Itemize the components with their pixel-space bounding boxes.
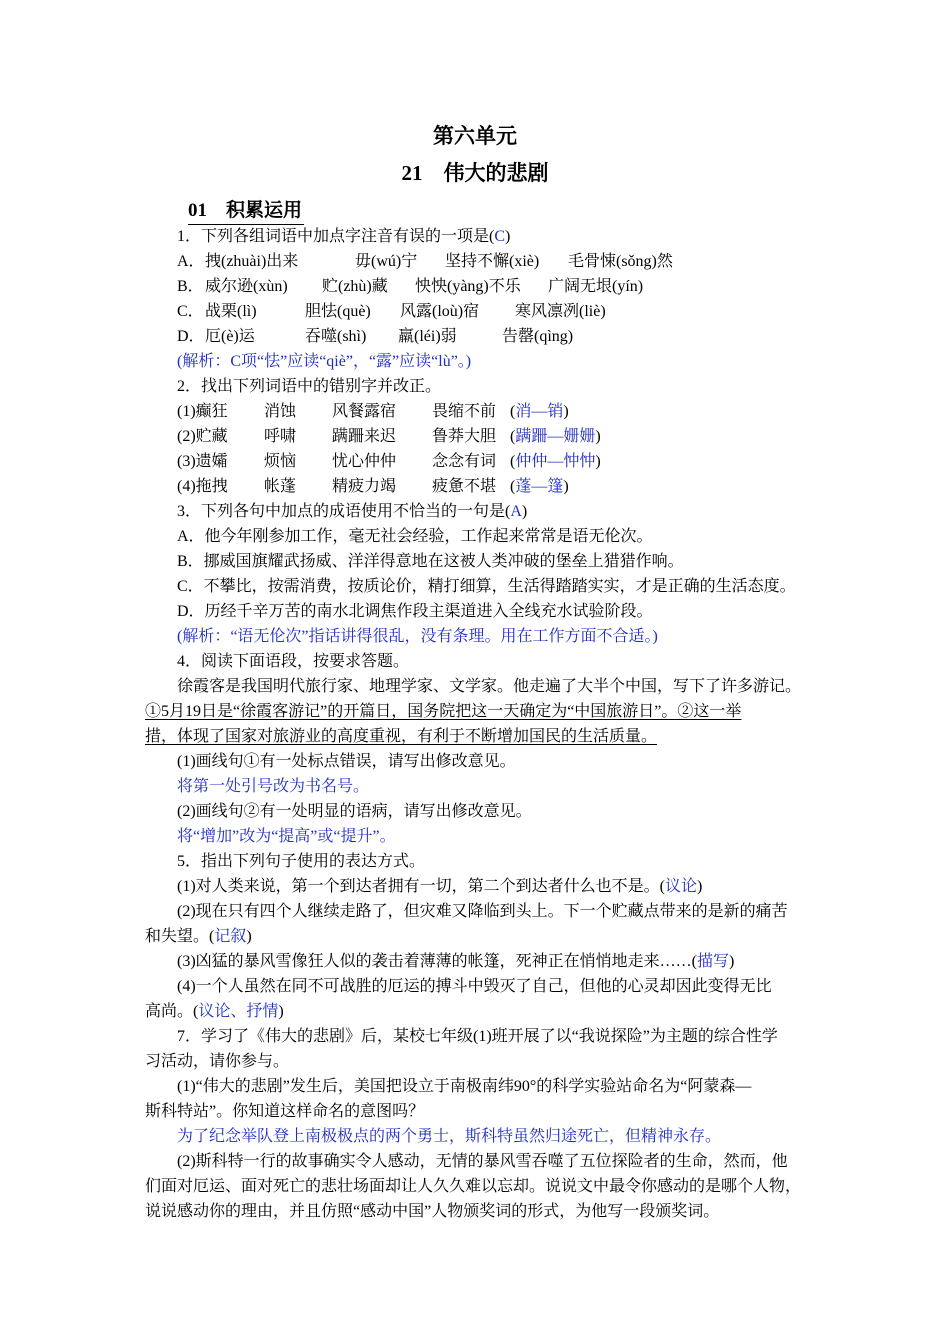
document-page: 第六单元 21 伟大的悲剧 01 积累运用 1．下列各组词语中加点字注音有误的一项是(C) A． 拽(zhuài)出来 毋(wú)宁 坚持不懈(xiè) 毛骨悚(sǒng)然 B． 威尔逊(xùn) 贮(zhù)藏 怏怏(yàng)不乐 广阔无垠(yín) C． 战栗(lì) 胆怯(què) 风露(loù)宿 寒风凛冽(liè) D． 厄(è)运 吞噬(shì) 羸(léi)弱 告罄(qìng) (解析：C项“怯”应读“qiè”，“露”应读“lù”。) 2．找出下列词语中的错别字并改正。 (1)癫狂 消蚀 风餐露宿 畏缩不前 (消—销) (2)贮藏 呼啸 蹒跚来迟 鲁莽大胆 (蹒跚—姗姗) (3)遗孀 烦恼 忧心仲仲 念念有词 (仲仲—忡忡) (4)拖拽 帐蓬 精疲力竭 疲惫不堪 (蓬—篷) 3．下列各句中加点的成语使用不恰当的一句是(A) A．他今年刚参加工作，毫无社会经验，工作起来常常是语无伦次。 B．挪威国旗耀武扬威、洋洋得意地在这被人类冲破的堡垒上猎猎作响。 C．不攀比，按需消费，按质论价，精打细算，生活得踏踏实实，才是正确的生活态度。 D．历经千辛万苦的南水北调焦作段主渠道进入全线充水试验阶段。 (解析：“语无伦次”指话讲得很乱，没有条理。用在工作方面不合适。) 4．阅读下面语段，按要求答题。 徐霞客是我国明代旅行家、地理学家、文学家。他走遍了大半个中国，写下了许多游记。 ①5月19日是“徐霞客游记”的开篇日，国务院把这一天确定为“中国旅游日”。②这一举 措，体现了国家对旅游业的高度重视，有利于不断增加国民的生活质量。 (1)画线句①有一处标点错误，请写出修改意见。 将第一处引号改为书名号。 (2)画线句②有一处明显的语病，请写出修改意见。 将“增加”改为“提高”或“提升”。 5．指出下列句子使用的表达方式。 (1)对人类来说，第一个到达者拥有一切，第二个到达者什么也不是。(议论) (2)现在只有四个人继续走路了，但灾难又降临到头上。下一个贮藏点带来的是新的痛苦 和失望。(记叙) (3)凶猛的暴风雪像狂人似的袭击着薄薄的帐篷，死神正在悄悄地走来……(描写) (4)一个人虽然在同不可战胜的厄运的搏斗中毁灭了自己，但他的心灵却因此变得无比 高尚。(议论、抒情) 7．学习了《伟大的悲剧》后，某校七年级(1)班开展了以“我说探险”为主题的综合性学 习活动，请你参与。 (1)“伟大的悲剧”发生后，美国把设立于南极南纬90°的科学实验站命名为“阿蒙森— 斯科特站”。你知道这样命名的意图吗？ 为了纪念举队登上南极极点的两个勇士，斯科特虽然归途死亡，但精神永存。 (2)斯科特一行的故事确实令人感动，无情的暴风雪吞噬了五位探险者的生命，然而，他 们面对厄运、面对死亡的悲壮场面却让人久久难以忘却。说说文中最令你感动的是哪个人物， 说说感动你的理由，并且仿照“感动中国”人物颁奖词的形式，为他写一段颁奖词。 <box>0 0 950 1344</box>
q5-sentence-1: (1)对人类来说，第一个到达者拥有一切，第二个到达者什么也不是。(议论) <box>177 878 703 895</box>
q7-sub-2-line-3: 说说感动你的理由，并且仿照“感动中国”人物颁奖词的形式，为他写一段颁奖词。 <box>145 1203 720 1220</box>
q4-passage-line-1: 徐霞客是我国明代旅行家、地理学家、文学家。他走遍了大半个中国，写下了许多游记。 <box>177 678 802 695</box>
q7-answer-1: 为了纪念举队登上南极极点的两个勇士，斯科特虽然归途死亡，但精神永存。 <box>177 1128 722 1145</box>
q4-passage-line-3: 措，体现了国家对旅游业的高度重视，有利于不断增加国民的生活质量。 <box>145 728 658 745</box>
q4-sub-2: (2)画线句②有一处明显的语病，请写出修改意见。 <box>177 803 532 820</box>
q4-stem: 4．阅读下面语段，按要求答题。 <box>177 653 410 670</box>
q7-sub-2-line-1: (2)斯科特一行的故事确实令人感动，无情的暴风雪吞噬了五位探险者的生命，然而，他 <box>177 1153 788 1170</box>
q3-option-d: D．历经千辛万苦的南水北调焦作段主渠道进入全线充水试验阶段。 <box>177 603 653 620</box>
q4-answer-1: 将第一处引号改为书名号。 <box>177 778 370 795</box>
q7-stem-line-2: 习活动，请你参与。 <box>145 1053 290 1070</box>
q7-sub-1-line-1: (1)“伟大的悲剧”发生后，美国把设立于南极南纬90°的科学实验站命名为“阿蒙森— <box>177 1078 752 1095</box>
q3-answer: A <box>510 503 522 520</box>
unit-title: 第六单元 <box>433 124 517 148</box>
q3-option-b: B．挪威国旗耀武扬威、洋洋得意地在这被人类冲破的堡垒上猎猎作响。 <box>177 553 684 570</box>
q5-stem: 5．指出下列句子使用的表达方式。 <box>177 853 426 870</box>
q5-sentence-3: (3)凶猛的暴风雪像狂人似的袭击着薄薄的帐篷，死神正在悄悄地走来……(描写) <box>177 953 735 970</box>
q2-stem: 2．找出下列词语中的错别字并改正。 <box>177 378 442 395</box>
q3-option-a: A．他今年刚参加工作，毫无社会经验，工作起来常常是语无伦次。 <box>177 528 653 545</box>
q7-sub-1-line-2: 斯科特站”。你知道这样命名的意图吗？ <box>145 1103 425 1120</box>
q4-passage-line-2: ①5月19日是“徐霞客游记”的开篇日，国务院把这一天确定为“中国旅游日”。②这一举 <box>145 703 742 720</box>
q7-stem-line-1: 7．学习了《伟大的悲剧》后，某校七年级(1)班开展了以“我说探险”为主题的综合性学 <box>177 1028 778 1045</box>
q5-sentence-2-line-2: 和失望。(记叙) <box>145 928 252 945</box>
q5-sentence-4-line-2: 高尚。(议论、抒情) <box>145 1003 284 1020</box>
q3-option-c: C．不攀比，按需消费，按质论价，精打细算，生活得踏踏实实，才是正确的生活态度。 <box>177 578 796 595</box>
q4-sub-1: (1)画线句①有一处标点错误，请写出修改意见。 <box>177 753 516 770</box>
lesson-title: 21 伟大的悲剧 <box>401 161 549 185</box>
q5-sentence-4-line-1: (4)一个人虽然在同不可战胜的厄运的搏斗中毁灭了自己，但他的心灵却因此变得无比 <box>177 978 772 995</box>
q5-sentence-2-line-1: (2)现在只有四个人继续走路了，但灾难又降临到头上。下一个贮藏点带来的是新的痛苦 <box>177 903 788 920</box>
q1-stem: 1．下列各组词语中加点字注音有误的一项是(C) <box>177 228 511 245</box>
q1-answer: C <box>494 228 506 245</box>
q4-answer-2: 将“增加”改为“提高”或“提升”。 <box>177 828 396 845</box>
section-heading: 01 积累运用 <box>188 198 304 225</box>
q3-stem: 3．下列各句中加点的成语使用不恰当的一句是(A) <box>177 503 528 520</box>
q1-analysis: (解析：C项“怯”应读“qiè”，“露”应读“lù”。) <box>177 353 472 370</box>
q3-analysis: (解析：“语无伦次”指话讲得很乱，没有条理。用在工作方面不合适。) <box>177 628 658 645</box>
q7-sub-2-line-2: 们面对厄运、面对死亡的悲壮场面却让人久久难以忘却。说说文中最令你感动的是哪个人物， <box>145 1178 802 1195</box>
